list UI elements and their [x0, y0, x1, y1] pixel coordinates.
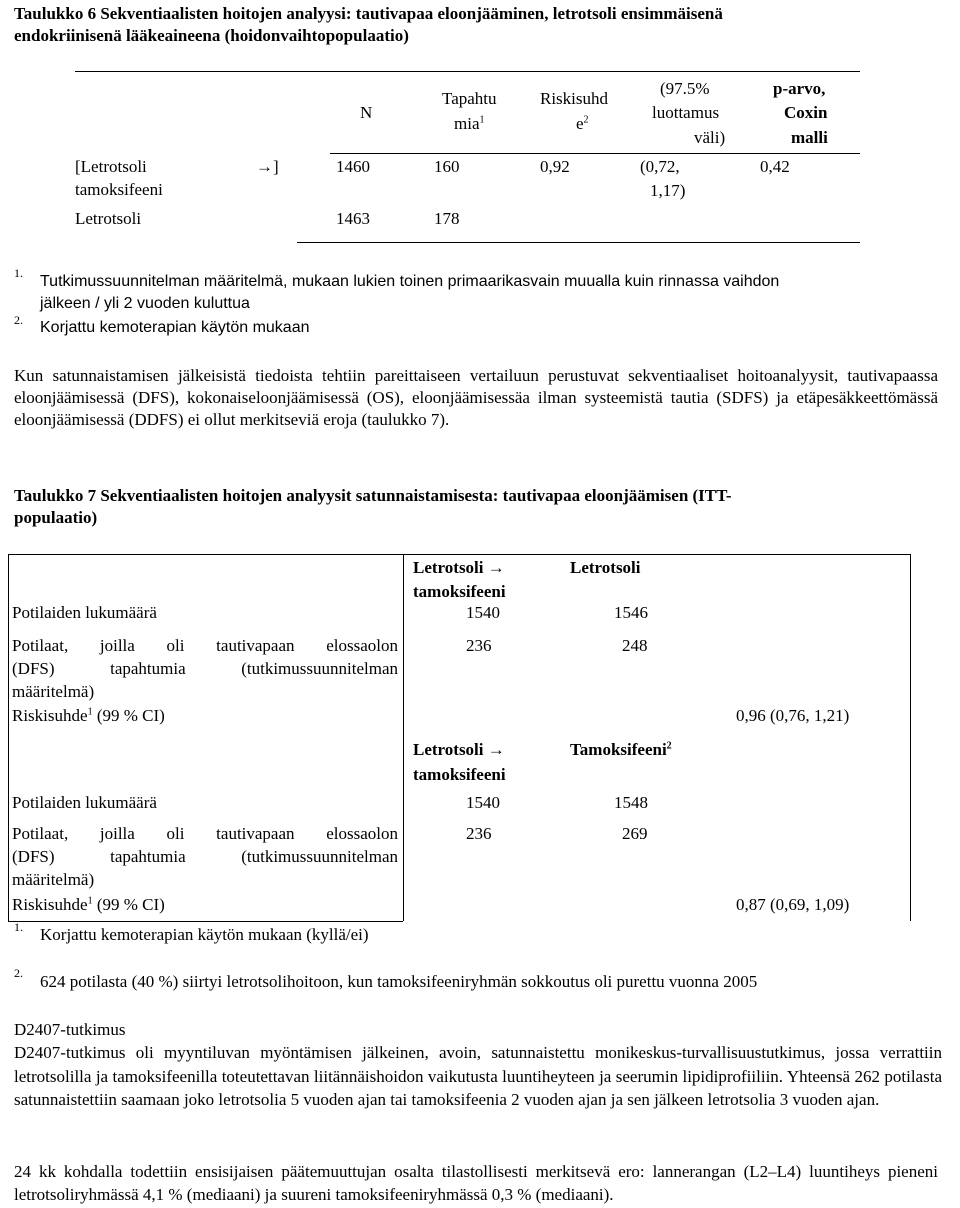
table7-title-line2: populaatio)	[14, 508, 98, 527]
table6-row2-n: 1463	[336, 209, 370, 228]
table7-b2-events-label-1: Potilaat, joilla oli tautivapaan elossaolon	[12, 824, 398, 843]
table6-row2-label: Letrotsoli	[75, 209, 142, 228]
table6-row1-hr: 0,92	[540, 157, 570, 176]
table7-b1-col1-header-1: Letrotsoli →	[413, 558, 505, 577]
table6-row1-arrow: →]	[256, 157, 279, 176]
table7-title-line1: Taulukko 7 Sekventiaalisten hoitojen analyysit satunnaistamisesta: tautivapaa eloonjäämisen (ITT-	[14, 486, 732, 505]
table7-b1-events-label-2: (DFS) tapahtumia (tutkimussuunnitelman	[12, 659, 398, 678]
table6-header-p-3: malli	[791, 128, 828, 147]
table6-bottom-rule	[297, 242, 860, 243]
table7-b2-col1-header-1: Letrotsoli →	[413, 740, 505, 759]
table7-footnote1-text: Korjattu kemoterapian käytön mukaan (kyllä/ei)	[40, 925, 369, 944]
table6-header-events-1: Tapahtu	[442, 89, 497, 108]
d2407-heading: D2407-tutkimus	[14, 1020, 126, 1039]
table7-b1-hr-value: 0,96 (0,76, 1,21)	[736, 706, 850, 725]
table6-footnote1-text-2: jälkeen / yli 2 vuoden kuluttua	[40, 295, 250, 312]
table6-row1-events: 160	[434, 157, 460, 176]
table6-row1-ci-2: 1,17)	[650, 181, 686, 200]
table7-b1-patients-v2: 1546	[614, 603, 648, 622]
table7-right-border	[910, 554, 911, 921]
table6-row1-label-2: tamoksifeeni	[75, 180, 163, 199]
table7-b2-events-label-2: (DFS) tapahtumia (tutkimussuunnitelman	[12, 847, 398, 866]
table7-b2-events-label-3: määritelmä)	[12, 870, 95, 889]
table6-header-events-2: mia$^1$	[454, 114, 485, 133]
table7-b2-events-v2: 269	[622, 824, 648, 843]
table7-b2-col2-header: Tamoksifeeni$^2$	[570, 740, 672, 759]
table6-row2-events: 178	[434, 209, 460, 228]
results-paragraph: Kun satunnaistamisen jälkeisistä tiedoista tehtiin pareittaiseen vertailuun perustuvat sekventiaaliset hoitoanalyysit, tautivapaassa eloonjäämisessä (DFS), kokonaiseloonjäämisessä (OS), eloonjäämisessäa ilman systeemistä tautia (SDFS) ja etäpesäkkeettömässä eloonjäämisessä (DDFS) ei ollut merkitseviä eroja (taulukko 7).	[14, 366, 938, 429]
table6-header-ci-3: väli)	[694, 128, 726, 147]
table7-b2-events-v1: 236	[466, 824, 492, 843]
table6-header-ci-2: luottamus	[652, 103, 720, 122]
table6-header-p-1: p-arvo,	[773, 79, 826, 98]
table7-b2-hr-label: Riskisuhde$^1$ (99 % CI)	[12, 895, 165, 914]
table7-bottom-border-left	[8, 921, 403, 922]
table7-b2-patients-v1: 1540	[466, 793, 500, 812]
table7-left-border	[8, 554, 9, 921]
table6-header-rule	[330, 153, 860, 154]
table7-b1-events-v2: 248	[622, 636, 648, 655]
table7-b1-col2-header: Letrotsoli	[570, 558, 641, 577]
table6-row1-ci-1: (0,72,	[640, 157, 680, 176]
table6-footnote1-num: 1.	[14, 266, 23, 280]
d2407-paragraph-2: 24 kk kohdalla todettiin ensisijaisen päätemuuttujan osalta tilastollisesti merkitsevä ero: lannerangan (L2–L4) luuntiheys pieneni letrotsoliryhmässä 4,1 % (mediaani) ja suureni tamoksifeeniryhmässä 0,3 % (mediaani).	[14, 1162, 938, 1204]
table7-footnote2-num: 2.	[14, 966, 23, 980]
table6-header-n: N	[360, 103, 373, 122]
table7-b1-events-v1: 236	[466, 636, 492, 655]
table6-top-rule	[75, 71, 860, 72]
d2407-paragraph: D2407-tutkimus oli myyntiluvan myöntämisen jälkeinen, avoin, satunnaistettu monikeskus-turvallisuustutkimus, jossa verrattiin letrotsolilla ja tamoksifeenilla toteutettavan liitännäishoidon vaikutusta luuntiheyteen ja seerumin lipidiprofiiliin. Yhteensä 262 potilasta satunnaistettiin saamaan joko letrotsolia 5 vuoden ajan tai tamoksifeenia 2 vuoden ajan ja sen jälkeen letrotsolia 3 vuoden ajan.	[14, 1043, 942, 1109]
table7-b1-patients-label: Potilaiden lukumäärä	[12, 603, 157, 622]
table7-footnote1-num: 1.	[14, 920, 23, 934]
table7-b1-col1-header-2: tamoksifeeni	[413, 582, 506, 601]
table7-b1-hr-label: Riskisuhde$^1$ (99 % CI)	[12, 706, 165, 725]
table7-b2-hr-value: 0,87 (0,69, 1,09)	[736, 895, 850, 914]
table7-column-divider	[403, 554, 404, 921]
table7-top-border	[8, 554, 910, 555]
table6-title-line1: Taulukko 6 Sekventiaalisten hoitojen analyysi: tautivapaa eloonjääminen, letrotsoli ensimmäisenä	[14, 4, 723, 23]
table6-footnote1-text-1: Tutkimussuunnitelman määritelmä, mukaan lukien toinen primaarikasvain muualla kuin rinnassa vaihdon	[40, 273, 780, 290]
table6-row1-p: 0,42	[760, 157, 790, 176]
table7-b1-patients-v1: 1540	[466, 603, 500, 622]
table6-header-hr-2: $e^2$	[576, 114, 589, 133]
table6-header-p-2: Coxin	[784, 103, 828, 122]
table7-b2-col1-header-2: tamoksifeeni	[413, 765, 506, 784]
table7-b2-patients-label: Potilaiden lukumäärä	[12, 793, 157, 812]
table6-row1-n: 1460	[336, 157, 370, 176]
table7-b1-events-label-3: määritelmä)	[12, 682, 95, 701]
table7-footnote2-text: 624 potilasta (40 %) siirtyi letrotsolihoitoon, kun tamoksifeeniryhmän sokkoutus oli purettu vuonna 2005	[40, 972, 758, 991]
table6-footnote2-num: 2.	[14, 313, 23, 327]
table6-header-ci-1: (97.5%	[660, 79, 710, 98]
table6-title-line2: endokriinisenä lääkeaineena (hoidonvaihtopopulaatio)	[14, 26, 409, 45]
table7-b1-events-label-1: Potilaat, joilla oli tautivapaan elossaolon	[12, 636, 398, 655]
table7-b2-patients-v2: 1548	[614, 793, 648, 812]
table6-footnote2-text: Korjattu kemoterapian käytön mukaan	[40, 319, 310, 336]
table6-header-hr-1: Riskisuhd	[540, 89, 609, 108]
table6-row1-label-1: [Letrotsoli	[75, 157, 147, 176]
